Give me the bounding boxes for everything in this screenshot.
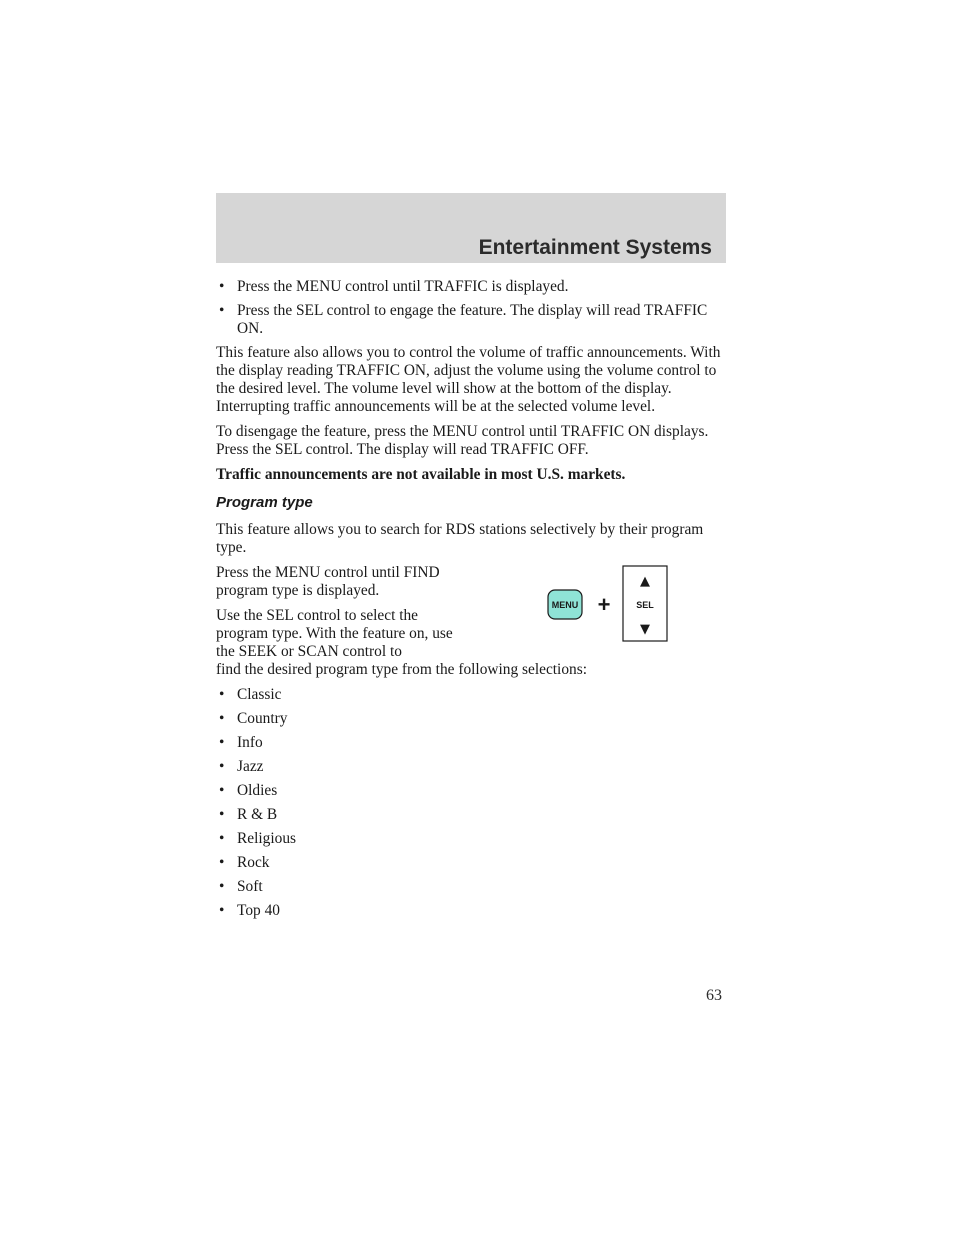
bullet-item: • Press the MENU control until TRAFFIC is displayed.: [219, 278, 569, 295]
bullet-text: Press the MENU control until TRAFFIC is displayed.: [237, 278, 569, 295]
program-type-heading: Program type: [216, 494, 313, 511]
selection-list: [216, 686, 726, 920]
down-arrow-icon: ▼: [640, 622, 650, 637]
list-item: • Top 40: [219, 902, 280, 919]
list-item: • Info: [219, 734, 263, 751]
step2-part2: find the desired program type from the following selections:: [216, 661, 587, 678]
bullet-text: Press the SEL control to engage the feature. The display will read TRAFFIC ON.: [237, 302, 708, 337]
list-item: • Religious: [219, 830, 296, 847]
list-item: • Country: [219, 710, 288, 727]
step2-part1: Use the SEL control to select the program type. With the feature on, use the SEEK or SCAN control to: [216, 607, 453, 660]
up-arrow-icon: ▲: [640, 574, 650, 589]
list-item: • Soft: [219, 878, 263, 895]
bullet-item: • Press the SEL control to engage the feature. The display will read TRAFFIC ON.: [219, 302, 708, 337]
header-band: [216, 193, 726, 263]
paragraph-disengage: To disengage the feature, press the MENU control until TRAFFIC ON displays. Press the SEL control. The display will read TRAFFIC OFF.: [216, 423, 709, 458]
list-item: • Rock: [219, 854, 270, 871]
list-item: • Classic: [219, 686, 282, 703]
menu-sel-control-diagram: [545, 563, 670, 643]
plus-icon: +: [597, 592, 611, 617]
list-item: • Jazz: [219, 758, 264, 775]
paragraph-volume: This feature also allows you to control the volume of traffic announcements. With the display reading TRAFFIC ON, adjust the volume using the volume control to the desired level. The volume level will show at the bottom of the display. Interrupting traffic announcements will be at the selected volume level.: [216, 344, 721, 415]
paragraph-step1: Press the MENU control until FIND program type is displayed.: [216, 564, 440, 599]
section-title: Entertainment Systems: [478, 236, 712, 259]
list-item: • R & B: [219, 806, 278, 823]
sel-label: SEL: [636, 600, 654, 610]
traffic-note: Traffic announcements are not available in most U.S. markets.: [216, 466, 626, 483]
menu-label: MENU: [551, 600, 579, 610]
list-item: • Oldies: [219, 782, 278, 799]
paragraph-program-intro: This feature allows you to search for RDS stations selectively by their program type.: [216, 521, 704, 556]
page-number: 63: [706, 987, 722, 1004]
